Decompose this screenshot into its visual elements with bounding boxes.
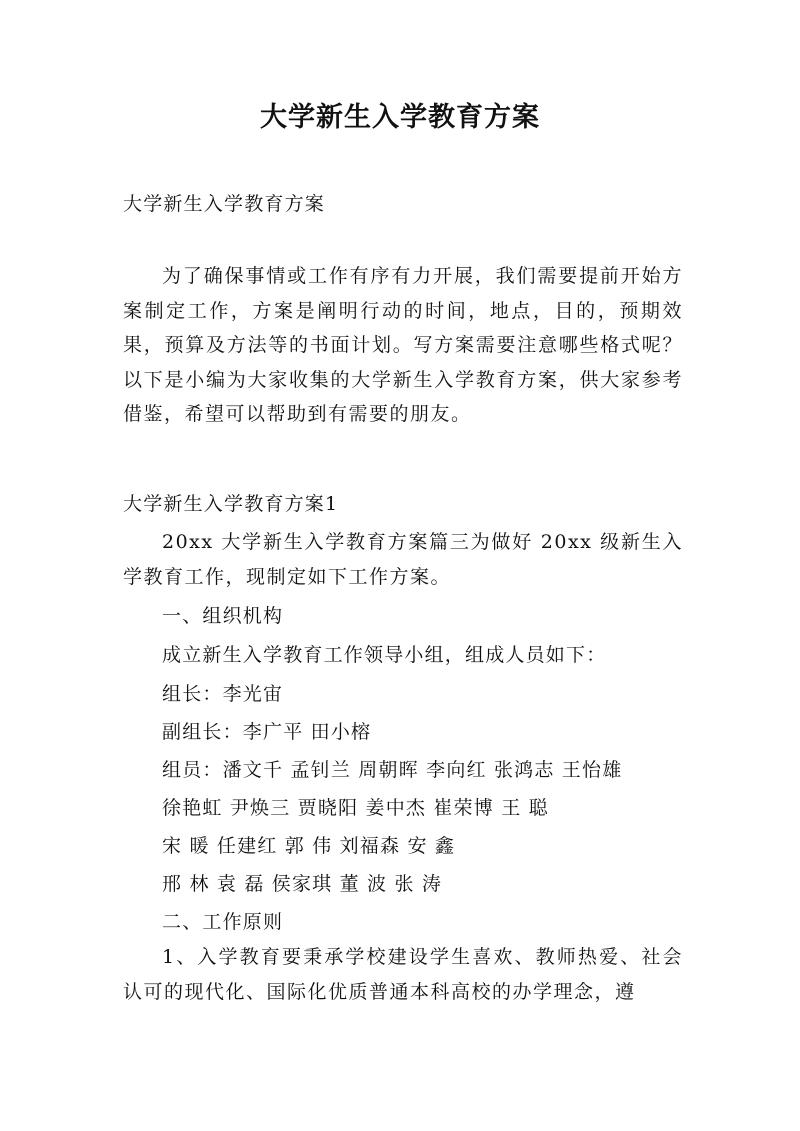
members-line-3: 宋 暖 任建红 郭 伟 刘福森 安 鑫 (162, 835, 456, 857)
section1-heading: 大学新生入学教育方案1 (123, 493, 339, 515)
leader-line: 组长：李光宙 (162, 683, 284, 705)
intro-paragraph: 为了确保事情或工作有序有力开展，我们需要提前开始方案制定工作，方案是阐明行动的时间，地点，目的，预期效果，预算及方法等的书面计划。写方案需要注意哪些格式呢？以下是小编为大家收集的大学新生入学教育方案，供大家参考借鉴，希望可以帮助到有需要的朋友。 (123, 265, 683, 425)
org-heading: 一、组织机构 (162, 605, 284, 627)
org-intro: 成立新生入学教育工作领导小组，组成人员如下： (162, 644, 607, 666)
principles-heading: 二、工作原则 (162, 911, 284, 933)
deputy-leader-line: 副组长：李广平 田小榕 (162, 721, 372, 743)
principle-1-paragraph: 1、入学教育要秉承学校建设学生喜欢、教师热爱、社会认可的现代化、国际化优质普通本科高校的办学理念，遵 (123, 946, 683, 1003)
members-line-4: 邢 林 袁 磊 侯家琪 董 波 张 涛 (162, 873, 443, 895)
document-title: 大学新生入学教育方案 (260, 102, 540, 133)
members-line-2: 徐艳虹 尹焕三 贾晓阳 姜中杰 崔荣博 王 聪 (162, 797, 549, 819)
members-line-1: 组员：潘文千 孟钊兰 周朝晖 李向红 张鸿志 王怡雄 (162, 759, 623, 781)
section1-paragraph: 20xx 大学新生入学教育方案篇三为做好 20xx 级新生入学教育工作，现制定如下工作方案。 (123, 531, 683, 588)
document-subtitle: 大学新生入学教育方案 (123, 193, 326, 215)
